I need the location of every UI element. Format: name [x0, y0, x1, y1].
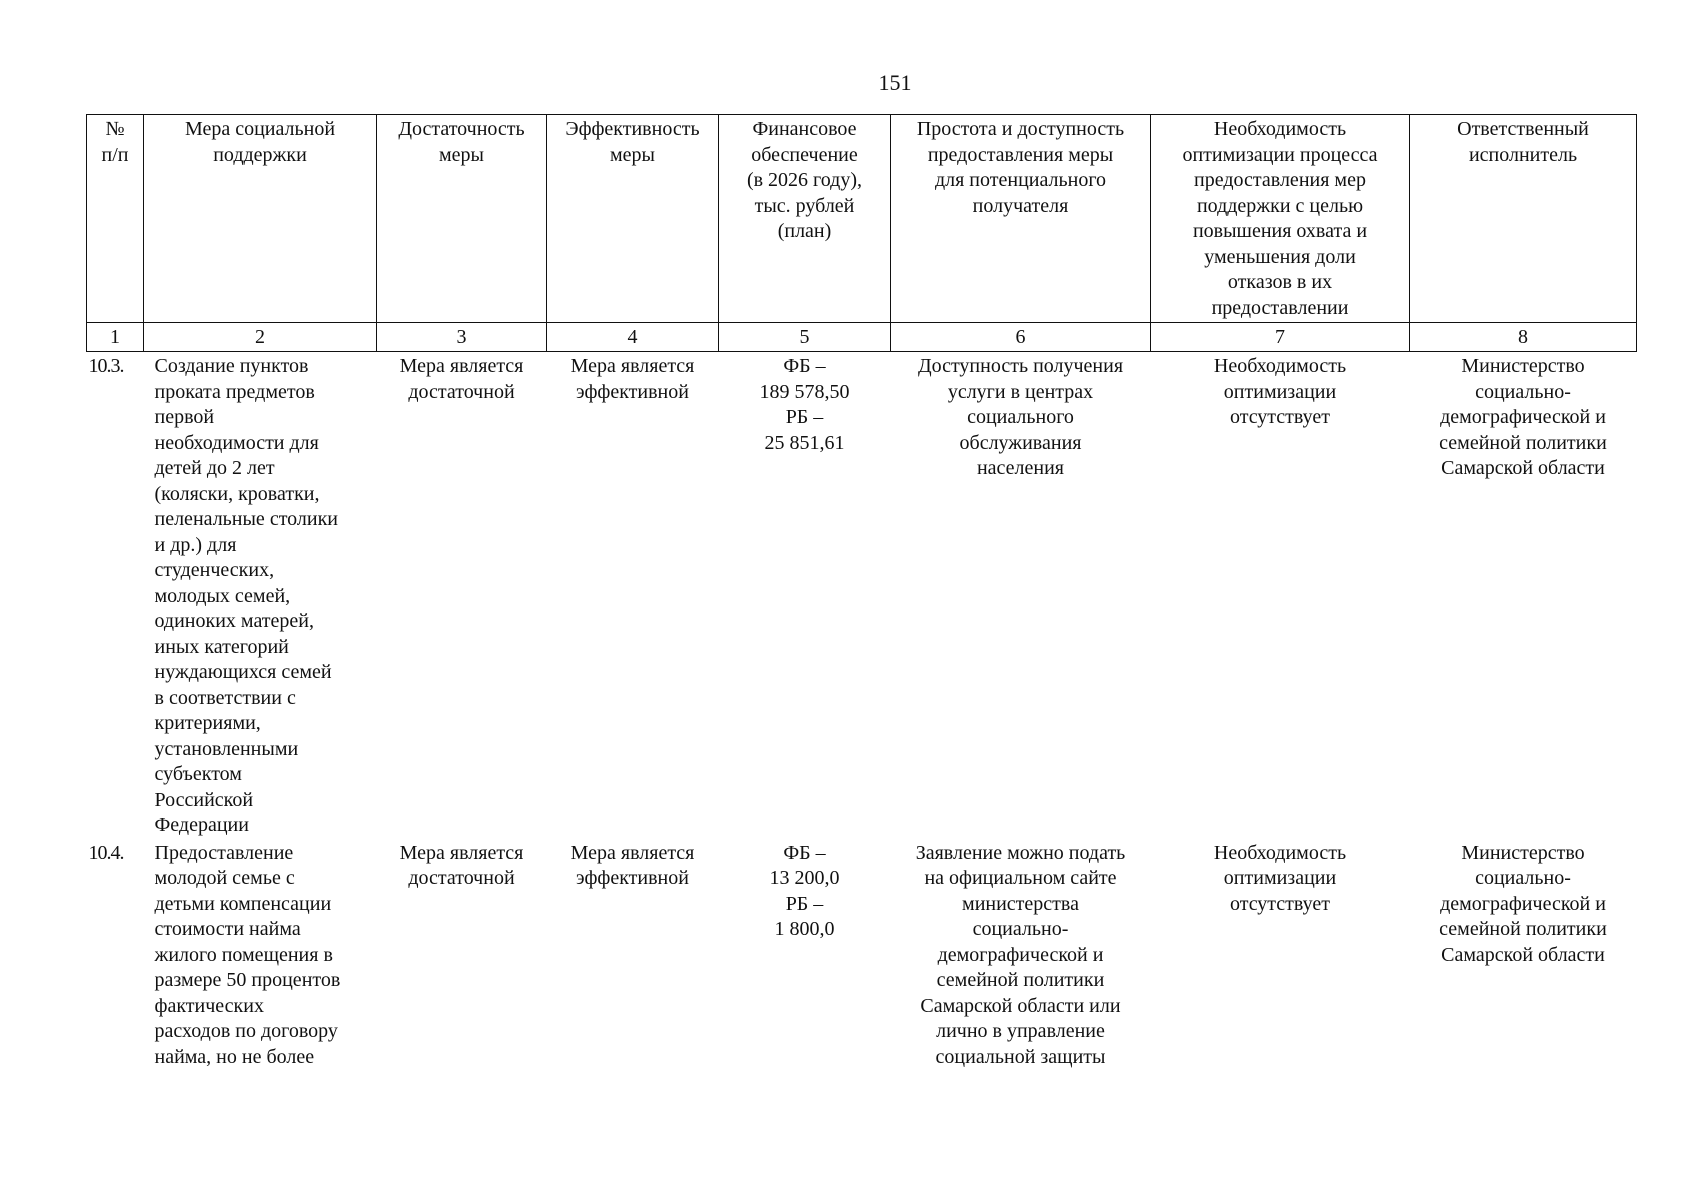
table-row	[87, 352, 1637, 839]
measure-description: Создание пунктов проката предметов первой необходимости для детей до 2 лет (коляски, кроватки, пеленальные столики и др.) для студенческих, молодых семей, одиноких матерей, иных категорий нуждающихся семей в соответствии с критериями, установленными субъектом Российской Федерации	[154, 355, 339, 836]
column-number-cell: 2	[144, 323, 377, 352]
accessibility-cell: Доступность получения услуги в центрах социального обслуживания населения	[917, 355, 1124, 479]
header-cell-efficiency: Эффективность меры	[547, 115, 719, 323]
accessibility-cell: Заявление можно подать на официальном сайте министерства социально- демографической и семейной политики Самарской области или лично в управление социальной защиты	[915, 841, 1126, 1068]
column-number-cell: 4	[547, 323, 719, 352]
sufficiency-cell: Мера является достаточной	[399, 355, 524, 403]
executor-cell: Министерство социально- демографической и семейной политики Самарской области	[1439, 355, 1607, 479]
column-number-cell: 7	[1151, 323, 1410, 352]
column-number-cell: 3	[377, 323, 547, 352]
executor-cell: Министерство социально- демографической и семейной политики Самарской области	[1439, 841, 1607, 966]
header-cell-executor: Ответственный исполнитель	[1410, 115, 1637, 323]
table-row	[87, 839, 1637, 1071]
optimization-cell: Необходимость оптимизации отсутствует	[1213, 355, 1347, 428]
header-cell-optimization: Необходимость оптимизации процесса предоставления мер поддержки с целью повышения охвата и уменьшения доли отказов в их предоставлении	[1151, 115, 1410, 323]
row-number: 10.3.	[88, 355, 124, 377]
header-cell-measure: Мера социальной поддержки	[144, 115, 377, 323]
column-number-cell: 5	[719, 323, 891, 352]
table-header-row	[87, 115, 1637, 323]
header-cell-sufficiency: Достаточность меры	[377, 115, 547, 323]
financing-cell: ФБ – 13 200,0 РБ – 1 800,0	[769, 841, 840, 940]
social-support-measures-table	[86, 114, 1637, 1070]
efficiency-cell: Мера является эффективной	[570, 841, 695, 889]
row-number: 10.4.	[88, 841, 124, 864]
optimization-cell: Необходимость оптимизации отсутствует	[1213, 841, 1347, 915]
column-number-cell: 8	[1410, 323, 1637, 352]
column-number-row	[87, 323, 1637, 352]
column-number-cell: 1	[87, 323, 144, 352]
measure-description: Предоставление молодой семье с детьми компенсации стоимости найма жилого помещения в размере 50 процентов фактических расходов по договору найма, но не более	[154, 841, 341, 1068]
page-number: 151	[878, 70, 912, 95]
sufficiency-cell: Мера является достаточной	[399, 841, 524, 889]
financing-cell: ФБ – 189 578,50 РБ – 25 851,61	[759, 355, 850, 454]
header-cell-number: № п/п	[87, 115, 144, 323]
column-number-cell: 6	[891, 323, 1151, 352]
header-cell-accessibility: Простота и доступность предоставления меры для потенциального получателя	[891, 115, 1151, 323]
efficiency-cell: Мера является эффективной	[570, 355, 695, 403]
header-cell-financing: Финансовое обеспечение (в 2026 году), тыс. рублей (план)	[719, 115, 891, 323]
